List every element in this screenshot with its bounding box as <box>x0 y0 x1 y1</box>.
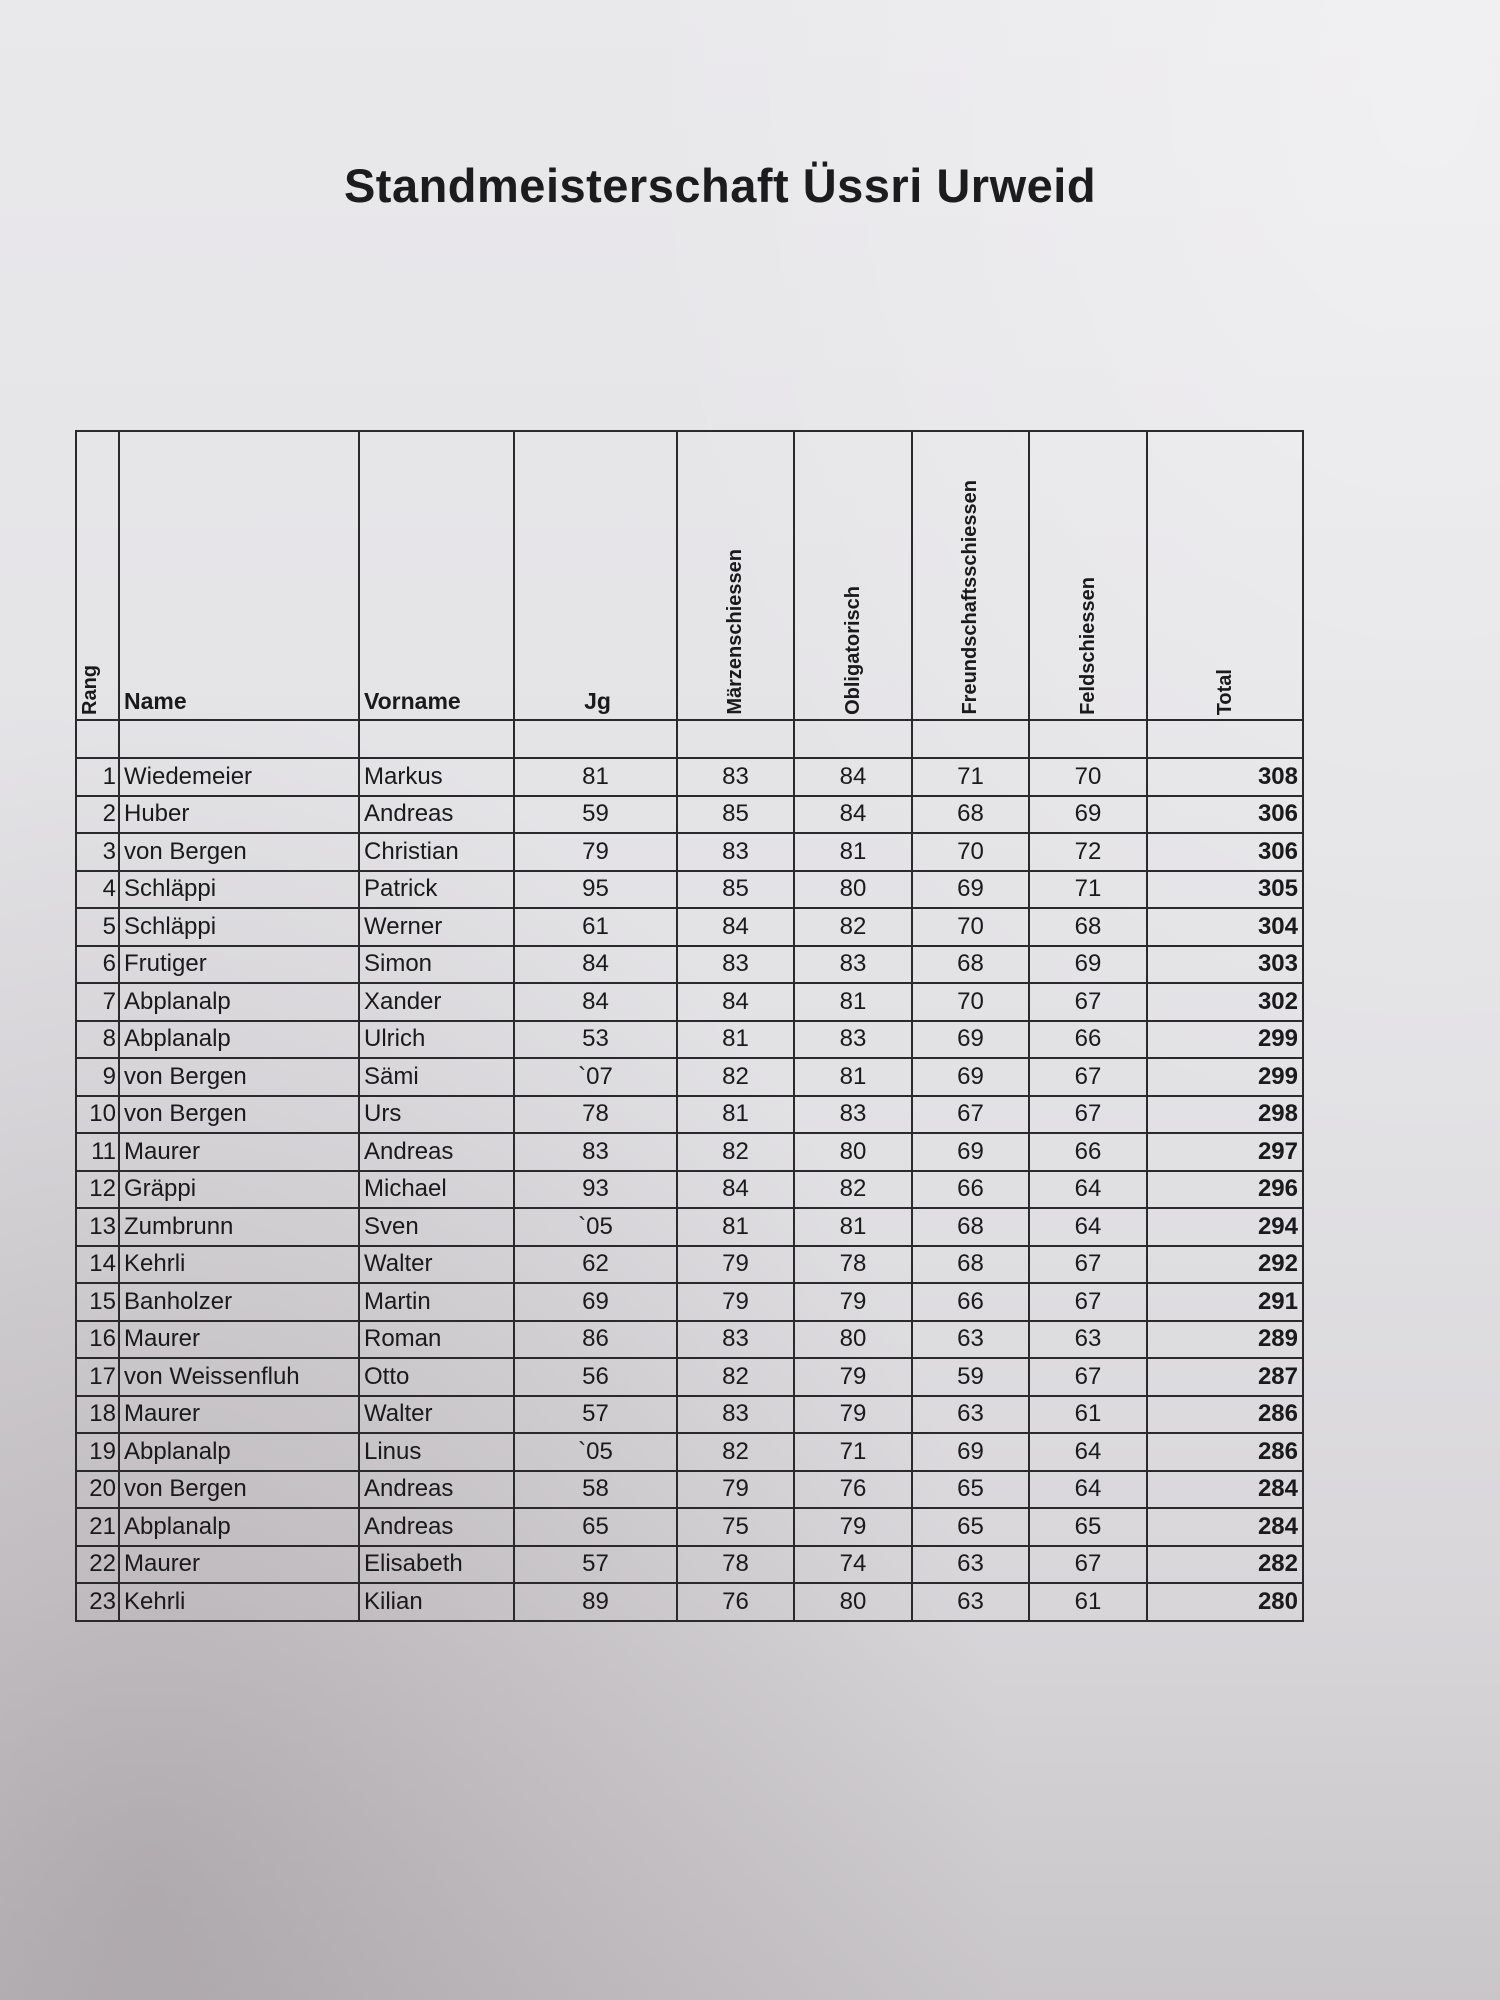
cell-rang: 11 <box>76 1133 119 1171</box>
cell-freundschaft: 66 <box>912 1283 1029 1321</box>
cell-jg: 83 <box>514 1133 677 1171</box>
col-header-rang <box>76 431 119 720</box>
cell-total: 286 <box>1147 1396 1303 1434</box>
cell-total: 282 <box>1147 1546 1303 1584</box>
cell-maerzen: 85 <box>677 796 794 834</box>
cell-total: 292 <box>1147 1246 1303 1284</box>
cell-jg: 58 <box>514 1471 677 1509</box>
cell-rang: 17 <box>76 1358 119 1396</box>
cell-rang: 5 <box>76 908 119 946</box>
cell-jg: 81 <box>514 758 677 796</box>
table-row <box>76 796 1303 834</box>
cell-freundschaft: 70 <box>912 833 1029 871</box>
spacer-cell <box>76 720 119 758</box>
cell-maerzen: 84 <box>677 1171 794 1209</box>
cell-jg: 84 <box>514 983 677 1021</box>
cell-name: von Weissenfluh <box>119 1358 359 1396</box>
table-row <box>76 1058 1303 1096</box>
cell-total: 304 <box>1147 908 1303 946</box>
cell-total: 287 <box>1147 1358 1303 1396</box>
cell-name: Kehrli <box>119 1246 359 1284</box>
cell-name: von Bergen <box>119 1058 359 1096</box>
cell-total: 306 <box>1147 796 1303 834</box>
cell-vorname: Walter <box>359 1246 514 1284</box>
col-header-total-label: Total <box>1213 668 1236 715</box>
col-header-maerzen <box>677 431 794 720</box>
cell-feld: 67 <box>1029 1358 1147 1396</box>
cell-total: 286 <box>1147 1433 1303 1471</box>
cell-rang: 14 <box>76 1246 119 1284</box>
cell-name: Schläppi <box>119 871 359 909</box>
cell-maerzen: 82 <box>677 1058 794 1096</box>
cell-obligatorisch: 83 <box>794 946 912 984</box>
cell-vorname: Andreas <box>359 1471 514 1509</box>
results-table <box>75 430 1304 1622</box>
cell-rang: 9 <box>76 1058 119 1096</box>
table-row <box>76 1283 1303 1321</box>
cell-vorname: Werner <box>359 908 514 946</box>
cell-maerzen: 81 <box>677 1021 794 1059</box>
cell-maerzen: 84 <box>677 908 794 946</box>
cell-maerzen: 75 <box>677 1508 794 1546</box>
col-header-jg: Jg <box>514 431 677 720</box>
col-header-total <box>1147 431 1303 720</box>
table-row <box>76 983 1303 1021</box>
cell-freundschaft: 63 <box>912 1583 1029 1621</box>
cell-rang: 23 <box>76 1583 119 1621</box>
cell-rang: 19 <box>76 1433 119 1471</box>
cell-jg: 59 <box>514 796 677 834</box>
cell-rang: 15 <box>76 1283 119 1321</box>
cell-jg: 86 <box>514 1321 677 1359</box>
cell-name: Frutiger <box>119 946 359 984</box>
cell-freundschaft: 68 <box>912 1246 1029 1284</box>
cell-jg: `05 <box>514 1433 677 1471</box>
table-row <box>76 1433 1303 1471</box>
cell-feld: 64 <box>1029 1171 1147 1209</box>
cell-freundschaft: 70 <box>912 983 1029 1021</box>
cell-jg: `07 <box>514 1058 677 1096</box>
cell-jg: 62 <box>514 1246 677 1284</box>
cell-obligatorisch: 83 <box>794 1021 912 1059</box>
table-row <box>76 1171 1303 1209</box>
cell-obligatorisch: 80 <box>794 1583 912 1621</box>
cell-freundschaft: 70 <box>912 908 1029 946</box>
cell-total: 297 <box>1147 1133 1303 1171</box>
cell-total: 289 <box>1147 1321 1303 1359</box>
cell-maerzen: 83 <box>677 946 794 984</box>
cell-vorname: Urs <box>359 1096 514 1134</box>
cell-rang: 7 <box>76 983 119 1021</box>
cell-jg: 56 <box>514 1358 677 1396</box>
cell-freundschaft: 66 <box>912 1171 1029 1209</box>
cell-jg: 69 <box>514 1283 677 1321</box>
cell-name: Maurer <box>119 1133 359 1171</box>
cell-maerzen: 83 <box>677 758 794 796</box>
cell-name: Zumbrunn <box>119 1208 359 1246</box>
cell-vorname: Andreas <box>359 1508 514 1546</box>
spacer-cell <box>359 720 514 758</box>
spacer-cell <box>514 720 677 758</box>
table-row <box>76 1508 1303 1546</box>
cell-name: von Bergen <box>119 1471 359 1509</box>
cell-maerzen: 78 <box>677 1546 794 1584</box>
cell-total: 308 <box>1147 758 1303 796</box>
cell-total: 299 <box>1147 1021 1303 1059</box>
cell-obligatorisch: 78 <box>794 1246 912 1284</box>
cell-obligatorisch: 80 <box>794 1133 912 1171</box>
cell-total: 302 <box>1147 983 1303 1021</box>
cell-rang: 13 <box>76 1208 119 1246</box>
cell-feld: 63 <box>1029 1321 1147 1359</box>
cell-maerzen: 79 <box>677 1471 794 1509</box>
cell-vorname: Michael <box>359 1171 514 1209</box>
col-header-freundschaft-label: Freundschaftsschiessen <box>959 480 981 715</box>
cell-obligatorisch: 84 <box>794 796 912 834</box>
cell-feld: 61 <box>1029 1396 1147 1434</box>
cell-total: 305 <box>1147 871 1303 909</box>
cell-obligatorisch: 82 <box>794 908 912 946</box>
cell-total: 284 <box>1147 1471 1303 1509</box>
col-header-feld <box>1029 431 1147 720</box>
col-header-obligatorisch-label: Obligatorisch <box>841 586 864 715</box>
cell-freundschaft: 69 <box>912 871 1029 909</box>
cell-jg: 95 <box>514 871 677 909</box>
cell-freundschaft: 68 <box>912 796 1029 834</box>
table-row <box>76 946 1303 984</box>
cell-total: 306 <box>1147 833 1303 871</box>
cell-rang: 20 <box>76 1471 119 1509</box>
cell-obligatorisch: 82 <box>794 1171 912 1209</box>
cell-rang: 18 <box>76 1396 119 1434</box>
cell-name: von Bergen <box>119 1096 359 1134</box>
table-row <box>76 758 1303 796</box>
col-header-rang-label: Rang <box>79 665 101 715</box>
spacer-cell <box>119 720 359 758</box>
cell-freundschaft: 69 <box>912 1058 1029 1096</box>
cell-obligatorisch: 80 <box>794 1321 912 1359</box>
results-table-wrapper <box>75 430 1304 1622</box>
cell-rang: 12 <box>76 1171 119 1209</box>
cell-freundschaft: 69 <box>912 1433 1029 1471</box>
col-header-feld-label: Feldschiessen <box>1076 577 1099 715</box>
cell-feld: 70 <box>1029 758 1147 796</box>
cell-maerzen: 81 <box>677 1208 794 1246</box>
table-row <box>76 871 1303 909</box>
cell-name: Abplanalp <box>119 1508 359 1546</box>
table-row <box>76 1358 1303 1396</box>
spacer-cell <box>1029 720 1147 758</box>
cell-total: 280 <box>1147 1583 1303 1621</box>
cell-vorname: Andreas <box>359 796 514 834</box>
cell-jg: 57 <box>514 1546 677 1584</box>
cell-feld: 72 <box>1029 833 1147 871</box>
cell-jg: 84 <box>514 946 677 984</box>
cell-rang: 21 <box>76 1508 119 1546</box>
cell-obligatorisch: 84 <box>794 758 912 796</box>
table-row <box>76 1021 1303 1059</box>
cell-freundschaft: 69 <box>912 1133 1029 1171</box>
results-table-body <box>76 720 1303 1621</box>
cell-feld: 68 <box>1029 908 1147 946</box>
cell-freundschaft: 63 <box>912 1396 1029 1434</box>
cell-rang: 22 <box>76 1546 119 1584</box>
cell-feld: 67 <box>1029 1546 1147 1584</box>
cell-freundschaft: 68 <box>912 946 1029 984</box>
cell-feld: 64 <box>1029 1208 1147 1246</box>
cell-freundschaft: 63 <box>912 1321 1029 1359</box>
table-row <box>76 1133 1303 1171</box>
cell-jg: 57 <box>514 1396 677 1434</box>
cell-feld: 67 <box>1029 1283 1147 1321</box>
cell-maerzen: 82 <box>677 1433 794 1471</box>
cell-feld: 67 <box>1029 1096 1147 1134</box>
cell-vorname: Markus <box>359 758 514 796</box>
cell-name: Schläppi <box>119 908 359 946</box>
table-row <box>76 1246 1303 1284</box>
cell-total: 291 <box>1147 1283 1303 1321</box>
spacer-row <box>76 720 1303 758</box>
cell-obligatorisch: 81 <box>794 833 912 871</box>
cell-vorname: Kilian <box>359 1583 514 1621</box>
cell-vorname: Roman <box>359 1321 514 1359</box>
cell-vorname: Christian <box>359 833 514 871</box>
cell-freundschaft: 69 <box>912 1021 1029 1059</box>
cell-obligatorisch: 79 <box>794 1283 912 1321</box>
cell-vorname: Elisabeth <box>359 1546 514 1584</box>
cell-vorname: Sämi <box>359 1058 514 1096</box>
col-header-freundschaft <box>912 431 1029 720</box>
cell-feld: 69 <box>1029 946 1147 984</box>
cell-jg: 89 <box>514 1583 677 1621</box>
cell-feld: 67 <box>1029 1246 1147 1284</box>
cell-feld: 69 <box>1029 796 1147 834</box>
cell-name: Wiedemeier <box>119 758 359 796</box>
cell-jg: 93 <box>514 1171 677 1209</box>
cell-rang: 4 <box>76 871 119 909</box>
cell-total: 303 <box>1147 946 1303 984</box>
cell-vorname: Sven <box>359 1208 514 1246</box>
cell-obligatorisch: 74 <box>794 1546 912 1584</box>
cell-rang: 6 <box>76 946 119 984</box>
cell-feld: 64 <box>1029 1471 1147 1509</box>
cell-maerzen: 83 <box>677 1396 794 1434</box>
table-row <box>76 1321 1303 1359</box>
table-row <box>76 1471 1303 1509</box>
cell-maerzen: 79 <box>677 1246 794 1284</box>
spacer-cell <box>794 720 912 758</box>
cell-name: Maurer <box>119 1396 359 1434</box>
cell-rang: 16 <box>76 1321 119 1359</box>
cell-obligatorisch: 81 <box>794 983 912 1021</box>
cell-vorname: Andreas <box>359 1133 514 1171</box>
spacer-cell <box>1147 720 1303 758</box>
cell-jg: 65 <box>514 1508 677 1546</box>
cell-total: 294 <box>1147 1208 1303 1246</box>
col-header-name: Name <box>119 431 359 720</box>
cell-obligatorisch: 81 <box>794 1208 912 1246</box>
cell-feld: 71 <box>1029 871 1147 909</box>
cell-name: Abplanalp <box>119 1433 359 1471</box>
cell-rang: 1 <box>76 758 119 796</box>
cell-maerzen: 83 <box>677 1321 794 1359</box>
cell-maerzen: 83 <box>677 833 794 871</box>
cell-maerzen: 84 <box>677 983 794 1021</box>
cell-obligatorisch: 83 <box>794 1096 912 1134</box>
col-header-maerzen-label: Märzenschiessen <box>724 549 746 715</box>
table-row <box>76 1546 1303 1584</box>
cell-name: Abplanalp <box>119 983 359 1021</box>
cell-feld: 67 <box>1029 983 1147 1021</box>
cell-name: Huber <box>119 796 359 834</box>
cell-maerzen: 79 <box>677 1283 794 1321</box>
cell-vorname: Simon <box>359 946 514 984</box>
cell-feld: 65 <box>1029 1508 1147 1546</box>
cell-name: Maurer <box>119 1546 359 1584</box>
cell-feld: 66 <box>1029 1133 1147 1171</box>
cell-obligatorisch: 79 <box>794 1508 912 1546</box>
cell-maerzen: 81 <box>677 1096 794 1134</box>
cell-jg: 61 <box>514 908 677 946</box>
cell-total: 298 <box>1147 1096 1303 1134</box>
cell-freundschaft: 71 <box>912 758 1029 796</box>
cell-total: 296 <box>1147 1171 1303 1209</box>
table-row <box>76 1208 1303 1246</box>
cell-vorname: Martin <box>359 1283 514 1321</box>
col-header-vorname: Vorname <box>359 431 514 720</box>
table-row <box>76 1096 1303 1134</box>
cell-maerzen: 82 <box>677 1358 794 1396</box>
cell-feld: 66 <box>1029 1021 1147 1059</box>
cell-name: Abplanalp <box>119 1021 359 1059</box>
cell-feld: 61 <box>1029 1583 1147 1621</box>
table-row <box>76 908 1303 946</box>
cell-obligatorisch: 76 <box>794 1471 912 1509</box>
cell-feld: 67 <box>1029 1058 1147 1096</box>
cell-feld: 64 <box>1029 1433 1147 1471</box>
cell-vorname: Xander <box>359 983 514 1021</box>
cell-obligatorisch: 81 <box>794 1058 912 1096</box>
cell-maerzen: 76 <box>677 1583 794 1621</box>
cell-vorname: Otto <box>359 1358 514 1396</box>
cell-jg: 78 <box>514 1096 677 1134</box>
cell-name: Maurer <box>119 1321 359 1359</box>
cell-freundschaft: 65 <box>912 1471 1029 1509</box>
header-row <box>76 431 1303 720</box>
cell-name: Banholzer <box>119 1283 359 1321</box>
cell-total: 284 <box>1147 1508 1303 1546</box>
table-row <box>76 1396 1303 1434</box>
cell-jg: `05 <box>514 1208 677 1246</box>
cell-obligatorisch: 71 <box>794 1433 912 1471</box>
col-header-obligatorisch <box>794 431 912 720</box>
cell-name: von Bergen <box>119 833 359 871</box>
cell-freundschaft: 68 <box>912 1208 1029 1246</box>
cell-vorname: Ulrich <box>359 1021 514 1059</box>
cell-jg: 79 <box>514 833 677 871</box>
cell-vorname: Linus <box>359 1433 514 1471</box>
spacer-cell <box>912 720 1029 758</box>
cell-name: Gräppi <box>119 1171 359 1209</box>
page-title: Standmeisterschaft Üssri Urweid <box>343 159 1097 212</box>
cell-maerzen: 82 <box>677 1133 794 1171</box>
cell-freundschaft: 65 <box>912 1508 1029 1546</box>
table-row <box>76 833 1303 871</box>
cell-vorname: Patrick <box>359 871 514 909</box>
cell-rang: 3 <box>76 833 119 871</box>
cell-freundschaft: 59 <box>912 1358 1029 1396</box>
cell-jg: 53 <box>514 1021 677 1059</box>
table-row <box>76 1583 1303 1621</box>
cell-vorname: Walter <box>359 1396 514 1434</box>
cell-rang: 2 <box>76 796 119 834</box>
cell-total: 299 <box>1147 1058 1303 1096</box>
cell-maerzen: 85 <box>677 871 794 909</box>
cell-obligatorisch: 79 <box>794 1358 912 1396</box>
cell-rang: 8 <box>76 1021 119 1059</box>
spacer-cell <box>677 720 794 758</box>
cell-freundschaft: 63 <box>912 1546 1029 1584</box>
cell-obligatorisch: 80 <box>794 871 912 909</box>
cell-freundschaft: 67 <box>912 1096 1029 1134</box>
cell-name: Kehrli <box>119 1583 359 1621</box>
cell-rang: 10 <box>76 1096 119 1134</box>
cell-obligatorisch: 79 <box>794 1396 912 1434</box>
